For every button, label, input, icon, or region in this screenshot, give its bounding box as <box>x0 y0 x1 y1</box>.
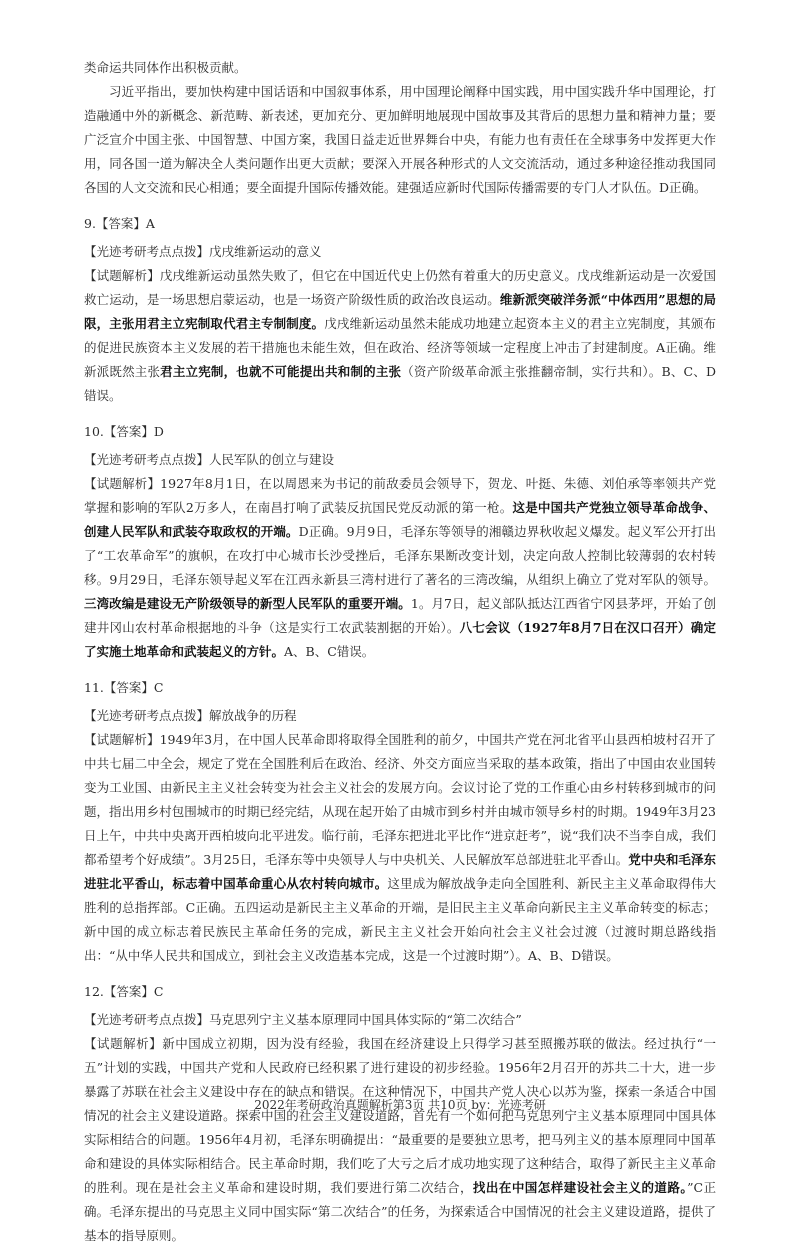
analysis-bold: 八七会议（1927年8月7日在汉口召开）确定了实施土地革命和武装起义的方针。 <box>84 620 716 659</box>
topic-tag: 【光迹考研考点点拨】马克思列宁主义基本原理同中国具体实际的“第二次结合” <box>84 1012 522 1027</box>
analysis-text: 这里成为解放战争走向全国胜利、新民主主义革命取得伟大胜利的总指挥部。C正确。五四运动是新民主主义革命的开端，是旧民主主义革命向新民主主义革命转变的标志；新中国的成立标志着民族民主革命任务的完成，新民主主义社会开始向社会主义社会过渡（过渡时期总路线指出：“从中华人民共和国成立，到社会主义改造基本完成，这是一个过渡时期”）。A、B、D错误。 <box>84 876 716 963</box>
analysis-text: D正确。9月9日，毛泽东等领导的湘赣边界秋收起义爆发。起义军公开打出了“工农革命军”的旗帜，在攻打中心城市长沙受挫后，毛泽东果断改变计划，决定向敌人控制比较薄弱的农村转移。9月29日，毛泽东领导起义军在江西永新县三湾村进行了著名的三湾改编，从组织上确立了党对军队的领导。 <box>84 524 716 587</box>
topic-tag: 【光迹考研考点点拨】解放战争的历程 <box>84 708 297 723</box>
analysis-paragraph <box>84 264 716 408</box>
answer-heading: 10.【答案】D <box>84 424 164 439</box>
analysis-text: ”C正确。毛泽东提出的马克思主义同中国实际“第二次结合”的任务，为探索适合中国情况的社会主义建设道路，提供了基本的指导原则。 <box>84 1180 716 1243</box>
analysis-bold: 找出在中国怎样建设社会主义的道路。 <box>472 1180 688 1195</box>
analysis-bold: 这是中国共产党独立领导革命战争、创建人民军队和武装夺取政权的开端。 <box>84 500 716 539</box>
lead-line: 类命运共同体作出积极贡献。 <box>84 60 247 75</box>
question-10 <box>84 420 716 664</box>
analysis-paragraph <box>84 1032 716 1248</box>
topic-tag: 【光迹考研考点点拨】戊戌维新运动的意义 <box>84 244 322 259</box>
analysis-text: 戊戌维新运动虽然未能成功地建立起资本主义的君主立宪制度，其颁布的促进民族资本主义发展的若干措施也未能生效，但在政治、经济等领域一定程度上冲击了封建制度。A正确。维新派既然主张 <box>84 316 716 379</box>
analysis-paragraph <box>84 472 716 664</box>
analysis-text: 【试题解析】戊戌维新运动虽然失败了，但它在中国近代史上仍然有着重大的历史意义。戊戌维新运动是一次爱国救亡运动，是一场思想启蒙运动，也是一场资产阶级性质的政治改良运动。 <box>84 268 716 307</box>
analysis-text: （资产阶级革命派主张推翻帝制，实行共和）。B、C、D错误。 <box>84 364 716 403</box>
analysis-text: 1。月7日，起义部队抵达江西省宁冈县茅坪，开始了创建井冈山农村革命根据地的斗争（这是实行工农武装割据的开始）。 <box>84 596 716 635</box>
analysis-text: 【试题解析】1949年3月，在中国人民革命即将取得全国胜利的前夕，中国共产党在河北省平山县西柏坡村召开了中共七届二中全会，规定了党在全国胜利后在政治、经济、外交方面应当采取的基本政策，指出了中国由农业国转变为工业国、由新民主主义社会转变为社会主义社会的发展方向。会议讨论了党的工作重心由乡村转移到城市的问题，指出用乡村包围城市的时期已经完结，从现在起开始了由城市到乡村并由城市领导乡村的时期。1949年3月23日上午，中共中央离开西柏坡向北平进发。临行前，毛泽东把进北平比作“进京赶考”，说“我们决不当李自成，我们都希望考个好成绩”。3月25日，毛泽东等中央领导人与中央机关、人民解放军总部进驻北平香山。 <box>84 732 716 867</box>
analysis-bold: 君主立宪制，也就不可能提出共和制的主张 <box>160 364 402 379</box>
topic-tag: 【光迹考研考点点拨】人民军队的创立与建设 <box>84 452 335 467</box>
answer-heading: 12.【答案】C <box>84 984 164 999</box>
analysis-bold: 党中央和毛泽东进驻北平香山，标志着中国革命重心从农村转向城市。 <box>84 852 716 891</box>
question-11 <box>84 676 716 968</box>
question-9 <box>84 212 716 408</box>
analysis-paragraph <box>84 728 716 968</box>
lead-paragraph: 习近平指出，要加快构建中国话语和中国叙事体系，用中国理论阐释中国实践，用中国实践升华中国理论，打造融通中外的新概念、新范畴、新表述，更加充分、更加鲜明地展现中国故事及其背后的思想力量和精神力量；要广泛宣介中国主张、中国智慧、中国方案，我国日益走近世界舞台中央，有能力也有责任在全球事务中发挥更大作用，同各国一道为解决全人类问题作出更大贡献；要深入开展各种形式的人文交流活动，通过多种途径推动我国同各国的人文交流和民心相通；要全面提升国际传播效能。建强适应新时代国际传播需要的专门人才队伍。D正确。 <box>84 84 716 195</box>
analysis-text: A、B、C错误。 <box>284 644 375 659</box>
answer-heading: 11.【答案】C <box>84 680 164 695</box>
answer-heading: 9.【答案】A <box>84 216 155 231</box>
analysis-bold: 三湾改编是建设无产阶级领导的新型人民军队的重要开端。 <box>84 596 411 611</box>
page-footer: 2022年考研政治真题解析第3页 共10页 by：光迹考研 <box>254 1098 546 1112</box>
analysis-text: 【试题解析】1927年8月1日，在以周恩来为书记的前敌委员会领导下，贺龙、叶挺、朱德、刘伯承等率领共产党掌握和影响的军队2万多人，在南昌打响了武装反抗国民党反动派的第一枪。 <box>84 476 716 515</box>
question-12 <box>84 980 716 1248</box>
analysis-bold: 维新派突破洋务派“中体西用”思想的局限，主张用君主立宪制取代君主专制制度。 <box>84 292 716 331</box>
analysis-text: 【试题解析】新中国成立初期，因为没有经验，我国在经济建设上只得学习甚至照搬苏联的做法。经过执行“一五”计划的实践，中国共产党和人民政府已经积累了进行建设的初步经验。1956年2月召开的苏共二十大，进一步暴露了苏联在社会主义建设中存在的缺点和错误。在这种情况下，中国共产党人决心以苏为鉴，探索一条适合中国情况的社会主义建设道路。探索中国的社会主义建设道路，首先有一个如何把马克思列宁主义基本原理同中国具体实际相结合的问题。1956年4月初，毛泽东明确提出：“最重要的是要独立思考，把马列主义的基本原理同中国革命和建设的具体实际相结合。民主革命时期，我们吃了大亏之后才成功地实现了这种结合，取得了新民主主义革命的胜利。现在是社会主义革命和建设时期，我们要进行第二次结合， <box>84 1036 716 1195</box>
